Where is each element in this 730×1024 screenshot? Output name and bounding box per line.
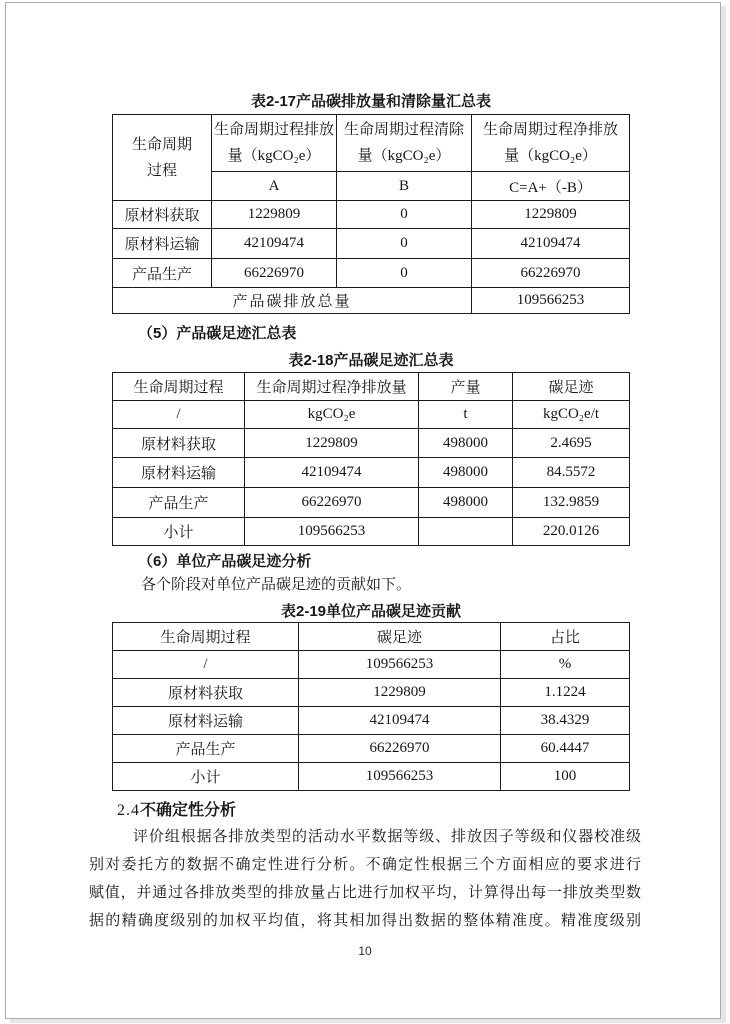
t17-header-process-line2: 过程 (146, 162, 177, 179)
t19-unit-cell: % (501, 651, 630, 679)
t18-unit-cell: kgCO₂e (245, 401, 419, 429)
t17-total-value: 109566253 (472, 288, 630, 314)
table-cell: 42109474 (245, 458, 419, 488)
t18-header-net-emission: 生命周期过程净排放量 (245, 373, 419, 401)
t17-header-removal-line1: 生命周期过程清除 (343, 122, 464, 138)
section-5-heading: （5）产品碳足迹汇总表 (138, 325, 297, 342)
table-cell: 原材料获取 (113, 201, 212, 229)
table-2-17-title: 表2-17产品碳排放量和清除量汇总表 (250, 93, 492, 110)
table-cell: 1229809 (472, 201, 630, 229)
table-cell: 66226970 (212, 259, 337, 288)
table-cell: 原材料运输 (113, 458, 245, 488)
table-cell: 220.0126 (513, 518, 630, 546)
t17-total-label: 产品碳排放总量 (113, 288, 472, 314)
table-cell: 60.4447 (501, 735, 630, 763)
t18-unit-cell: t (419, 401, 513, 429)
section-2-4-title: 不确定性分析 (140, 802, 237, 819)
t17-col-b-label: B (337, 172, 472, 201)
table-cell: 42109474 (212, 229, 337, 259)
table-cell: 0 (337, 201, 472, 229)
page-number: 10 (358, 944, 372, 958)
table-row (113, 707, 630, 735)
table-cell: 109566253 (299, 763, 501, 791)
table-row (113, 259, 630, 288)
t19-header-footprint: 碳足迹 (299, 623, 501, 651)
t19-header-row (113, 623, 630, 651)
t18-header-footprint: 碳足迹 (513, 373, 630, 401)
table-row (113, 679, 630, 707)
t19-unit-cell: / (113, 651, 299, 679)
section-6-body: 各个阶段对单位产品碳足迹的贡献如下。 (141, 577, 412, 593)
table-2-19 (112, 622, 630, 791)
t19-unit-cell: 109566253 (299, 651, 501, 679)
table-cell: 84.5572 (513, 458, 630, 488)
t17-header-removal-line2: 量（kgCO₂e） (357, 148, 451, 164)
table-row (113, 201, 630, 229)
t17-header-process (113, 115, 212, 201)
table-row (113, 458, 630, 488)
section-6-heading: （6）单位产品碳足迹分析 (138, 553, 312, 570)
paragraph-line: 赋值，并通过各排放类型的排放量占比进行加权平均，计算得出每一排放类型数 (89, 885, 641, 901)
paragraph-line: 据的精确度级别的加权平均值，将其相加得出数据的整体精准度。精准度级别 (89, 913, 641, 929)
table-2-18 (112, 372, 630, 546)
table-2-18-title: 表2-18产品碳足迹汇总表 (288, 352, 454, 369)
table-cell: 109566253 (245, 518, 419, 546)
section-2-4-number: 2.4 (117, 802, 140, 819)
t18-header-process: 生命周期过程 (113, 373, 245, 401)
table-row (113, 429, 630, 458)
t17-col-c-label: C=A+（-B） (472, 172, 630, 201)
t17-total-row (113, 288, 630, 314)
t19-units-row (113, 651, 630, 679)
table-cell: 1.1224 (501, 679, 630, 707)
t17-header-removal (337, 115, 472, 172)
t18-subtotal-row (113, 518, 630, 546)
t17-header-emission-line1: 生命周期过程排放 (213, 122, 334, 138)
t17-header-emission (212, 115, 337, 172)
table-cell: 42109474 (299, 707, 501, 735)
t18-header-row (113, 373, 630, 401)
t18-header-output: 产量 (419, 373, 513, 401)
table-cell: 原材料获取 (113, 679, 299, 707)
uncertainty-paragraph (89, 823, 641, 935)
table-cell: 1229809 (299, 679, 501, 707)
t18-unit-cell: kgCO₂e/t (513, 401, 630, 429)
paragraph-line: 评价组根据各排放类型的活动水平数据等级、排放因子等级和仪器校准级 (133, 829, 641, 845)
table-cell: 42109474 (472, 229, 630, 259)
table-cell: 原材料运输 (113, 229, 212, 259)
t19-subtotal-row (113, 763, 630, 791)
t17-header-net-line2: 量（kgCO₂e） (504, 148, 597, 164)
section-2-4-heading (117, 797, 236, 820)
table-cell: 0 (337, 259, 472, 288)
table-2-17 (112, 114, 630, 314)
t17-col-a-label: A (212, 172, 337, 201)
t18-units-row (113, 401, 630, 429)
table-cell: 38.4329 (501, 707, 630, 735)
t17-header-net (472, 115, 630, 172)
table-cell: 原材料运输 (113, 707, 299, 735)
table-row (113, 488, 630, 518)
table-cell (419, 518, 513, 546)
table-cell: 66226970 (299, 735, 501, 763)
table-cell: 产品生产 (113, 259, 212, 288)
table-cell: 1229809 (212, 201, 337, 229)
table-cell: 498000 (419, 458, 513, 488)
table-cell: 原材料获取 (113, 429, 245, 458)
t17-header-emission-line2: 量（kgCO₂e） (227, 148, 321, 164)
table-cell: 100 (501, 763, 630, 791)
table-cell: 66226970 (245, 488, 419, 518)
t17-header-row (113, 115, 630, 172)
t17-header-net-line1: 生命周期过程净排放 (482, 122, 618, 138)
table-cell: 498000 (419, 488, 513, 518)
t18-unit-cell: / (113, 401, 245, 429)
table-2-19-title: 表2-19单位产品碳足迹贡献 (280, 603, 462, 620)
table-row (113, 229, 630, 259)
table-cell: 1229809 (245, 429, 419, 458)
table-cell: 产品生产 (113, 735, 299, 763)
paragraph-line: 别对委托方的数据不确定性进行分析。不确定性根据三个方面相应的要求进行 (89, 857, 641, 873)
table-cell: 132.9859 (513, 488, 630, 518)
table-cell: 0 (337, 229, 472, 259)
table-cell: 小计 (113, 518, 245, 546)
table-cell: 产品生产 (113, 488, 245, 518)
t19-header-share: 占比 (501, 623, 630, 651)
table-row (113, 735, 630, 763)
t19-header-process: 生命周期过程 (113, 623, 299, 651)
table-cell: 小计 (113, 763, 299, 791)
t17-header-process-line1: 生命周期 (131, 136, 192, 153)
table-cell: 2.4695 (513, 429, 630, 458)
table-cell: 498000 (419, 429, 513, 458)
table-cell: 66226970 (472, 259, 630, 288)
